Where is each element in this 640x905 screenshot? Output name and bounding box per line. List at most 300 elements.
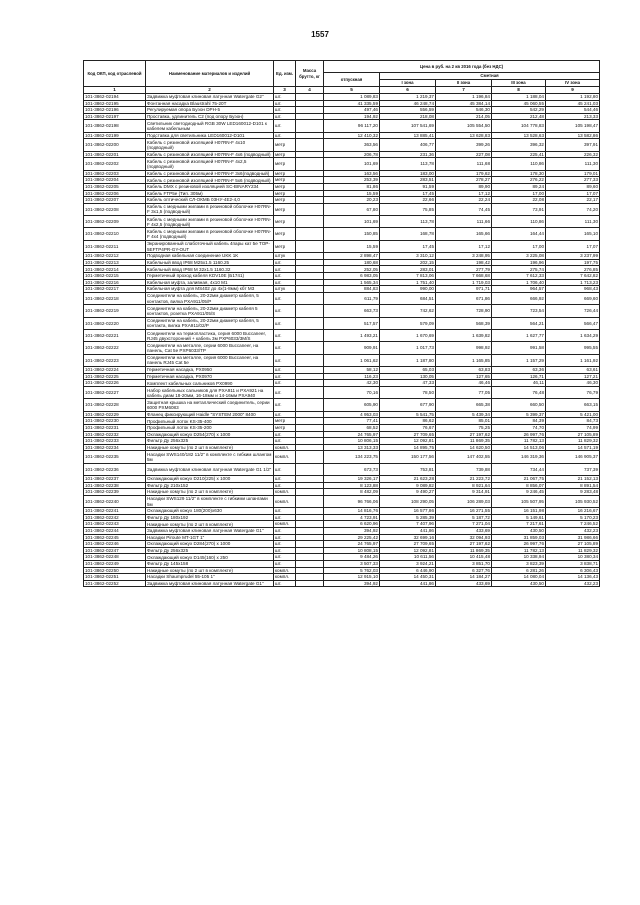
row-mass	[296, 317, 324, 329]
row-price-zone-3: 74,70	[492, 424, 546, 431]
row-price-zone-4: 179,01	[546, 170, 600, 177]
row-price-release: 2 898,47	[324, 253, 380, 260]
row-price-zone-2: 147 402,55	[436, 451, 492, 463]
row-price-zone-2: 3 851,70	[436, 561, 492, 568]
row-price-zone-2: 27 197,62	[436, 431, 492, 438]
row-price-release: 605,90	[324, 399, 380, 411]
row-code: 101-3862-02250	[84, 567, 146, 574]
row-price-release: 394,92	[324, 580, 380, 587]
row-name: Насадки Piroute MT-1GT 1"	[146, 534, 274, 541]
row-price-zone-1: 27 709,65	[380, 431, 436, 438]
table-row	[84, 273, 600, 280]
row-price-zone-4: 27 105,89	[546, 541, 600, 548]
row-price-release: 14 816,76	[324, 508, 380, 515]
row-mass	[296, 203, 324, 215]
row-code: 101-3862-02233	[84, 438, 146, 445]
row-mass	[296, 120, 324, 132]
table-header	[84, 61, 600, 94]
row-name: Насадки SWS129 11/2" в комплекте с гибкими шлангами 5м	[146, 495, 274, 507]
row-name: Профильный лоток KS-35-200	[146, 424, 274, 431]
header-estimate: Сметная	[380, 73, 600, 80]
row-unit: шт.	[274, 476, 296, 483]
row-price-zone-1: 75,85	[380, 203, 436, 215]
row-unit: метр	[274, 203, 296, 215]
row-mass	[296, 541, 324, 548]
row-unit: шт.	[274, 259, 296, 266]
row-price-zone-1: 65,03	[380, 367, 436, 374]
table-row	[84, 170, 600, 177]
row-price-zone-4: 10 380,34	[546, 554, 600, 561]
row-code: 101-3862-02231	[84, 424, 146, 431]
row-mass	[296, 100, 324, 107]
row-mass	[296, 170, 324, 177]
row-mass	[296, 342, 324, 354]
row-price-release: 6 983,05	[324, 273, 380, 280]
row-name: Фонтанная насадка Blaustrahl 75-20T	[146, 100, 274, 107]
table-row	[84, 94, 600, 101]
row-price-zone-1: 32 699,16	[380, 534, 436, 541]
table-row	[84, 463, 600, 475]
row-price-zone-4: 5 170,23	[546, 514, 600, 521]
row-mass	[296, 534, 324, 541]
row-mass	[296, 489, 324, 496]
table-row	[84, 367, 600, 374]
table-row	[84, 528, 600, 535]
row-code: 101-3862-02200	[84, 139, 146, 151]
row-unit: шт.	[274, 508, 296, 515]
row-price-zone-2: 106 289,03	[436, 495, 492, 507]
table-row	[84, 120, 600, 132]
row-unit: штук	[274, 286, 296, 293]
row-unit: метр	[274, 183, 296, 190]
row-mass	[296, 424, 324, 431]
row-unit: шт.	[274, 438, 296, 445]
row-code: 101-3862-02209	[84, 216, 146, 228]
row-price-zone-2: 1 719,03	[436, 279, 492, 286]
row-price-zone-1: 9 490,27	[380, 489, 436, 496]
row-price-zone-4: 89,60	[546, 183, 600, 190]
row-price-zone-4: 226,32	[546, 151, 600, 158]
row-price-zone-3: 46,11	[492, 380, 546, 387]
row-name: Регулируемая опора Буэон DPH-5	[146, 107, 274, 114]
header-release-price: отпускная	[324, 73, 380, 87]
row-price-zone-1: 1 219,37	[380, 94, 436, 101]
row-price-zone-2: 77,05	[436, 386, 492, 398]
col-index: 7	[436, 87, 492, 94]
row-unit: шт.	[274, 580, 296, 587]
row-name: Задвижка муфтовая клиновая латунная Watergate G1"	[146, 528, 274, 535]
row-price-zone-4: 11 829,32	[546, 438, 600, 445]
row-code: 101-3862-02240	[84, 495, 146, 507]
row-price-zone-1: 742,62	[380, 305, 436, 317]
row-price-zone-4: 16 216,67	[546, 508, 600, 515]
row-code: 101-3862-02202	[84, 158, 146, 170]
row-mass	[296, 190, 324, 197]
row-code: 101-3862-02247	[84, 547, 146, 554]
row-price-zone-2: 739,88	[436, 463, 492, 475]
col-index: 5	[324, 87, 380, 94]
row-code: 101-3862-02246	[84, 541, 146, 548]
row-price-zone-4: 74,99	[546, 424, 600, 431]
row-price-zone-1: 218,08	[380, 113, 436, 120]
row-mass	[296, 482, 324, 489]
row-code: 101-3862-02194	[84, 94, 146, 101]
row-code: 101-3862-02206	[84, 190, 146, 197]
row-name: Задвижка муфтовая клиновая латунная Watergate G1"	[146, 580, 274, 587]
row-unit: компл.	[274, 521, 296, 528]
row-unit: шт.	[274, 273, 296, 280]
row-price-zone-4: 105 930,52	[546, 495, 600, 507]
row-price-zone-3: 16 151,98	[492, 508, 546, 515]
row-price-zone-2: 11 869,35	[436, 547, 492, 554]
row-price-zone-3: 5 399,37	[492, 411, 546, 418]
row-mass	[296, 177, 324, 184]
row-price-zone-3: 21 067,75	[492, 476, 546, 483]
row-price-zone-3: 276,22	[492, 177, 546, 184]
row-price-release: 101,69	[324, 158, 380, 170]
row-price-zone-2: 22,24	[436, 197, 492, 204]
row-name: Набор кабельных сальников для PXA911 и PXA921 на кабель диам 18-20мм, 16-18мм и 14-16мм PXA940	[146, 386, 274, 398]
row-price-zone-2: 27 197,62	[436, 541, 492, 548]
row-price-zone-2: 5 187,72	[436, 514, 492, 521]
row-unit: метр	[274, 424, 296, 431]
row-price-zone-3: 7 217,61	[492, 521, 546, 528]
row-price-release: 3 507,33	[324, 561, 380, 568]
row-code: 101-3862-02232	[84, 431, 146, 438]
row-mass	[296, 380, 324, 387]
row-code: 101-3862-02196	[84, 107, 146, 114]
row-price-zone-4: 31 986,66	[546, 534, 600, 541]
row-price-zone-3: 89,24	[492, 183, 546, 190]
row-unit: шт.	[274, 411, 296, 418]
row-price-release: 42,30	[324, 380, 380, 387]
table-row	[84, 521, 600, 528]
row-name: Охлаждающий кожух D254(270) x 1000	[146, 431, 274, 438]
row-code: 101-3862-02251	[84, 574, 146, 581]
row-price-zone-4: 3 838,71	[546, 561, 600, 568]
row-unit: шт.	[274, 541, 296, 548]
row-price-zone-1: 47,33	[380, 380, 436, 387]
row-price-zone-2: 998,92	[436, 342, 492, 354]
row-mass	[296, 305, 324, 317]
table-row	[84, 418, 600, 425]
row-price-zone-4: 726,44	[546, 305, 600, 317]
row-name: Охлаждающий кожух D145(160) x 250	[146, 554, 274, 561]
row-mass	[296, 508, 324, 515]
row-unit: метр	[274, 151, 296, 158]
row-price-zone-2: 671,86	[436, 292, 492, 304]
row-price-zone-3: 26 997,76	[492, 431, 546, 438]
row-price-zone-1: 22,66	[380, 197, 436, 204]
row-price-zone-3: 430,50	[492, 580, 546, 587]
row-price-zone-2: 85,01	[436, 418, 492, 425]
row-price-zone-3: 723,54	[492, 305, 546, 317]
row-code: 101-3862-02228	[84, 399, 146, 411]
row-price-zone-2: 45 384,14	[436, 100, 492, 107]
row-price-zone-4: 213,33	[546, 113, 600, 120]
row-name: Кабельная муфта для MS402 до 4х(1-8мм) кбт M3	[146, 286, 274, 293]
row-price-zone-2: 105 554,50	[436, 120, 492, 132]
row-price-zone-4: 127,21	[546, 373, 600, 380]
row-name: Проставка, удлинитель C2 (под опору Буэон)	[146, 113, 274, 120]
row-name: Задвижка муфтовая клиновая латунная Watergate G2"	[146, 94, 274, 101]
row-price-release: 1 089,83	[324, 94, 380, 101]
row-price-zone-3: 396,32	[492, 139, 546, 151]
row-price-zone-2: 9 314,91	[436, 489, 492, 496]
row-price-zone-1: 78,50	[380, 386, 436, 398]
row-price-zone-1: 17,45	[380, 240, 436, 252]
row-unit: метр	[274, 139, 296, 151]
row-code: 101-3862-02239	[84, 489, 146, 496]
row-price-zone-3: 13 528,63	[492, 132, 546, 139]
row-price-zone-2: 227,08	[436, 151, 492, 158]
header-zone-1: I зона	[380, 80, 436, 87]
row-mass	[296, 580, 324, 587]
row-price-zone-1: 12 092,81	[380, 547, 436, 554]
row-price-zone-2: 433,69	[436, 528, 492, 535]
row-unit: шт.	[274, 431, 296, 438]
row-price-zone-1: 14 895,75	[380, 444, 436, 451]
table-row	[84, 240, 600, 252]
row-name: Фильтр Ду 256х325	[146, 547, 274, 554]
row-price-zone-4: 6 306,43	[546, 567, 600, 574]
row-price-release: 163,56	[324, 170, 380, 177]
row-code: 101-3862-02201	[84, 151, 146, 158]
row-price-zone-1: 76,67	[380, 424, 436, 431]
row-price-zone-1: 677,90	[380, 399, 436, 411]
header-unit: Ед. изм.	[274, 61, 296, 87]
row-unit: шт.	[274, 132, 296, 139]
row-price-zone-4: 968,43	[546, 286, 600, 293]
row-price-zone-1: 990,00	[380, 286, 436, 293]
row-price-zone-3: 1 188,04	[492, 94, 546, 101]
row-price-zone-2: 6 327,76	[436, 567, 492, 574]
row-unit: метр	[274, 216, 296, 228]
row-price-zone-1: 86,62	[380, 418, 436, 425]
row-price-zone-3: 31 859,03	[492, 534, 546, 541]
row-name: Фильтр Ду 256х325	[146, 438, 274, 445]
row-mass	[296, 574, 324, 581]
row-price-zone-2: 21 223,72	[436, 476, 492, 483]
row-mass	[296, 451, 324, 463]
row-price-zone-4: 13 582,86	[546, 132, 600, 139]
header-zone-4: IV зона	[546, 80, 600, 87]
table-row	[84, 476, 600, 483]
row-price-zone-1: 1 751,40	[380, 279, 436, 286]
row-code: 101-3862-02230	[84, 418, 146, 425]
row-price-zone-3: 734,44	[492, 463, 546, 475]
row-price-release: 6 620,96	[324, 521, 380, 528]
row-price-zone-3: 45 060,55	[492, 100, 546, 107]
table-row	[84, 514, 600, 521]
row-unit: компл.	[274, 495, 296, 507]
row-unit: шт.	[274, 107, 296, 114]
row-price-release: 1 493,21	[324, 330, 380, 342]
row-price-release: 96 766,06	[324, 495, 380, 507]
row-price-zone-3: 564,21	[492, 317, 546, 329]
row-price-zone-3: 14 513,06	[492, 444, 546, 451]
row-price-zone-3: 964,57	[492, 286, 546, 293]
row-name: Кабель с медными жилами в резиновой оболочке H07RN-F 3х1,5 (подводный)	[146, 203, 274, 215]
row-name: Профильный лоток KS-35-400	[146, 418, 274, 425]
row-price-zone-3: 212,48	[492, 113, 546, 120]
row-mass	[296, 279, 324, 286]
row-price-zone-1: 113,78	[380, 158, 436, 170]
row-price-release: 517,57	[324, 317, 380, 329]
row-price-zone-3: 126,71	[492, 373, 546, 380]
table-row	[84, 132, 600, 139]
row-unit: компл.	[274, 574, 296, 581]
header-mass: Масса брутто, кг	[296, 61, 324, 87]
col-index: 9	[546, 87, 600, 94]
row-unit: метр	[274, 177, 296, 184]
row-price-zone-2: 165,66	[436, 228, 492, 240]
row-mass	[296, 158, 324, 170]
row-unit: компл.	[274, 451, 296, 463]
row-price-zone-4: 197,75	[546, 259, 600, 266]
row-code: 101-3862-02224	[84, 367, 146, 374]
row-mass	[296, 554, 324, 561]
row-code: 101-3862-02252	[84, 580, 146, 587]
row-mass	[296, 183, 324, 190]
row-unit: шт.	[274, 342, 296, 354]
row-price-release: 24 765,97	[324, 431, 380, 438]
row-unit: штук	[274, 253, 296, 260]
row-price-release: 206,78	[324, 151, 380, 158]
row-price-zone-3: 26 997,76	[492, 541, 546, 548]
row-mass	[296, 259, 324, 266]
row-price-release: 363,56	[324, 139, 380, 151]
row-code: 101-3862-02234	[84, 444, 146, 451]
row-unit: компл.	[274, 567, 296, 574]
table-row	[84, 554, 600, 561]
row-mass	[296, 286, 324, 293]
row-mass	[296, 266, 324, 273]
row-price-zone-1: 91,59	[380, 183, 436, 190]
row-name: Фланец фиксирующий Haidle "SYSTEM 2000" 8400	[146, 411, 274, 418]
row-price-release: 134 223,75	[324, 451, 380, 463]
row-mass	[296, 197, 324, 204]
row-code: 101-3862-02245	[84, 534, 146, 541]
table-row	[84, 177, 600, 184]
row-price-zone-4: 8 891,54	[546, 482, 600, 489]
row-name: Накидные хомуты (по 2 шт в комплекте)	[146, 567, 274, 574]
row-price-release: 10 806,15	[324, 438, 380, 445]
row-code: 101-3862-02214	[84, 266, 146, 273]
row-price-release: 4 953,03	[324, 411, 380, 418]
row-price-zone-2: 46,46	[436, 380, 492, 387]
table-row	[84, 438, 600, 445]
row-mass	[296, 521, 324, 528]
row-name: Насадки SWS140/182 11/2" в комплекте с гибким шлангом 5м	[146, 451, 274, 463]
row-price-zone-2: 89,90	[436, 183, 492, 190]
row-price-zone-1: 5 285,39	[380, 514, 436, 521]
row-price-zone-4: 14 571,19	[546, 444, 600, 451]
row-price-zone-3: 164,44	[492, 228, 546, 240]
row-name: Задвижка муфтовая клиновая латунная Watergate G1 1/2"	[146, 463, 274, 475]
row-unit: метр	[274, 158, 296, 170]
row-price-zone-3: 225,41	[492, 151, 546, 158]
row-code: 101-3862-02244	[84, 528, 146, 535]
row-price-release: 884,83	[324, 286, 380, 293]
table-row	[84, 203, 600, 215]
row-unit: шт.	[274, 113, 296, 120]
row-price-zone-3: 1 706,40	[492, 279, 546, 286]
row-price-release: 150,85	[324, 228, 380, 240]
table-row	[84, 183, 600, 190]
row-price-zone-1: 6 446,90	[380, 567, 436, 574]
row-price-zone-4: 27 105,89	[546, 431, 600, 438]
row-price-zone-3: 178,30	[492, 170, 546, 177]
row-price-zone-1: 46 248,74	[380, 100, 436, 107]
row-price-release: 81,86	[324, 183, 380, 190]
row-price-zone-3: 196,96	[492, 259, 546, 266]
row-price-zone-4: 663,15	[546, 399, 600, 411]
table-row	[84, 567, 600, 574]
row-mass	[296, 418, 324, 425]
price-table	[83, 60, 600, 587]
row-price-release: 29 225,42	[324, 534, 380, 541]
table-row	[84, 495, 600, 507]
row-code: 101-3862-02219	[84, 305, 146, 317]
row-price-zone-1: 14 450,31	[380, 574, 436, 581]
row-unit: компл.	[274, 489, 296, 496]
row-price-zone-1: 684,51	[380, 292, 436, 304]
table-row	[84, 292, 600, 304]
row-unit: шт.	[274, 514, 296, 521]
row-code: 101-3862-02237	[84, 476, 146, 483]
row-price-zone-3: 3 225,08	[492, 253, 546, 260]
row-price-zone-4: 46,30	[546, 380, 600, 387]
table-row	[84, 113, 600, 120]
row-name: Соединители на кабель, 20-22мм диаметр кабеля, 5 контактов, вилка PXA911/05/P	[146, 292, 274, 304]
row-price-zone-4: 105 198,47	[546, 120, 600, 132]
row-price-release: 253,39	[324, 177, 380, 184]
row-price-zone-1: 7 813,06	[380, 273, 436, 280]
row-price-zone-2: 17,12	[436, 190, 492, 197]
row-price-zone-4: 21 152,13	[546, 476, 600, 483]
row-mass	[296, 386, 324, 398]
row-code: 101-3862-02236	[84, 463, 146, 475]
row-price-zone-4: 432,23	[546, 580, 600, 587]
row-mass	[296, 476, 324, 483]
row-price-zone-2: 728,90	[436, 305, 492, 317]
header-zone-3: III зона	[492, 80, 546, 87]
row-code: 101-3862-02213	[84, 259, 146, 266]
row-mass	[296, 354, 324, 366]
row-unit: шт.	[274, 354, 296, 366]
row-price-zone-2: 546,30	[436, 107, 492, 114]
col-index: 8	[492, 87, 546, 94]
table-row	[84, 451, 600, 463]
row-unit: шт.	[274, 373, 296, 380]
row-unit: шт.	[274, 305, 296, 317]
row-price-release: 8 123,88	[324, 482, 380, 489]
row-price-zone-4: 1 192,80	[546, 94, 600, 101]
row-price-zone-3: 7 612,33	[492, 273, 546, 280]
row-name: Фильтр Ду 145х158	[146, 561, 274, 568]
row-mass	[296, 514, 324, 521]
row-price-zone-1: 107 541,69	[380, 120, 436, 132]
row-price-zone-1: 202,15	[380, 259, 436, 266]
row-price-zone-3: 63,36	[492, 367, 546, 374]
row-price-zone-3: 660,50	[492, 399, 546, 411]
row-price-zone-2: 14 184,27	[436, 574, 492, 581]
row-mass	[296, 444, 324, 451]
row-price-zone-3: 275,74	[492, 266, 546, 273]
row-price-zone-2: 16 271,55	[436, 508, 492, 515]
row-code: 101-3862-02220	[84, 317, 146, 329]
